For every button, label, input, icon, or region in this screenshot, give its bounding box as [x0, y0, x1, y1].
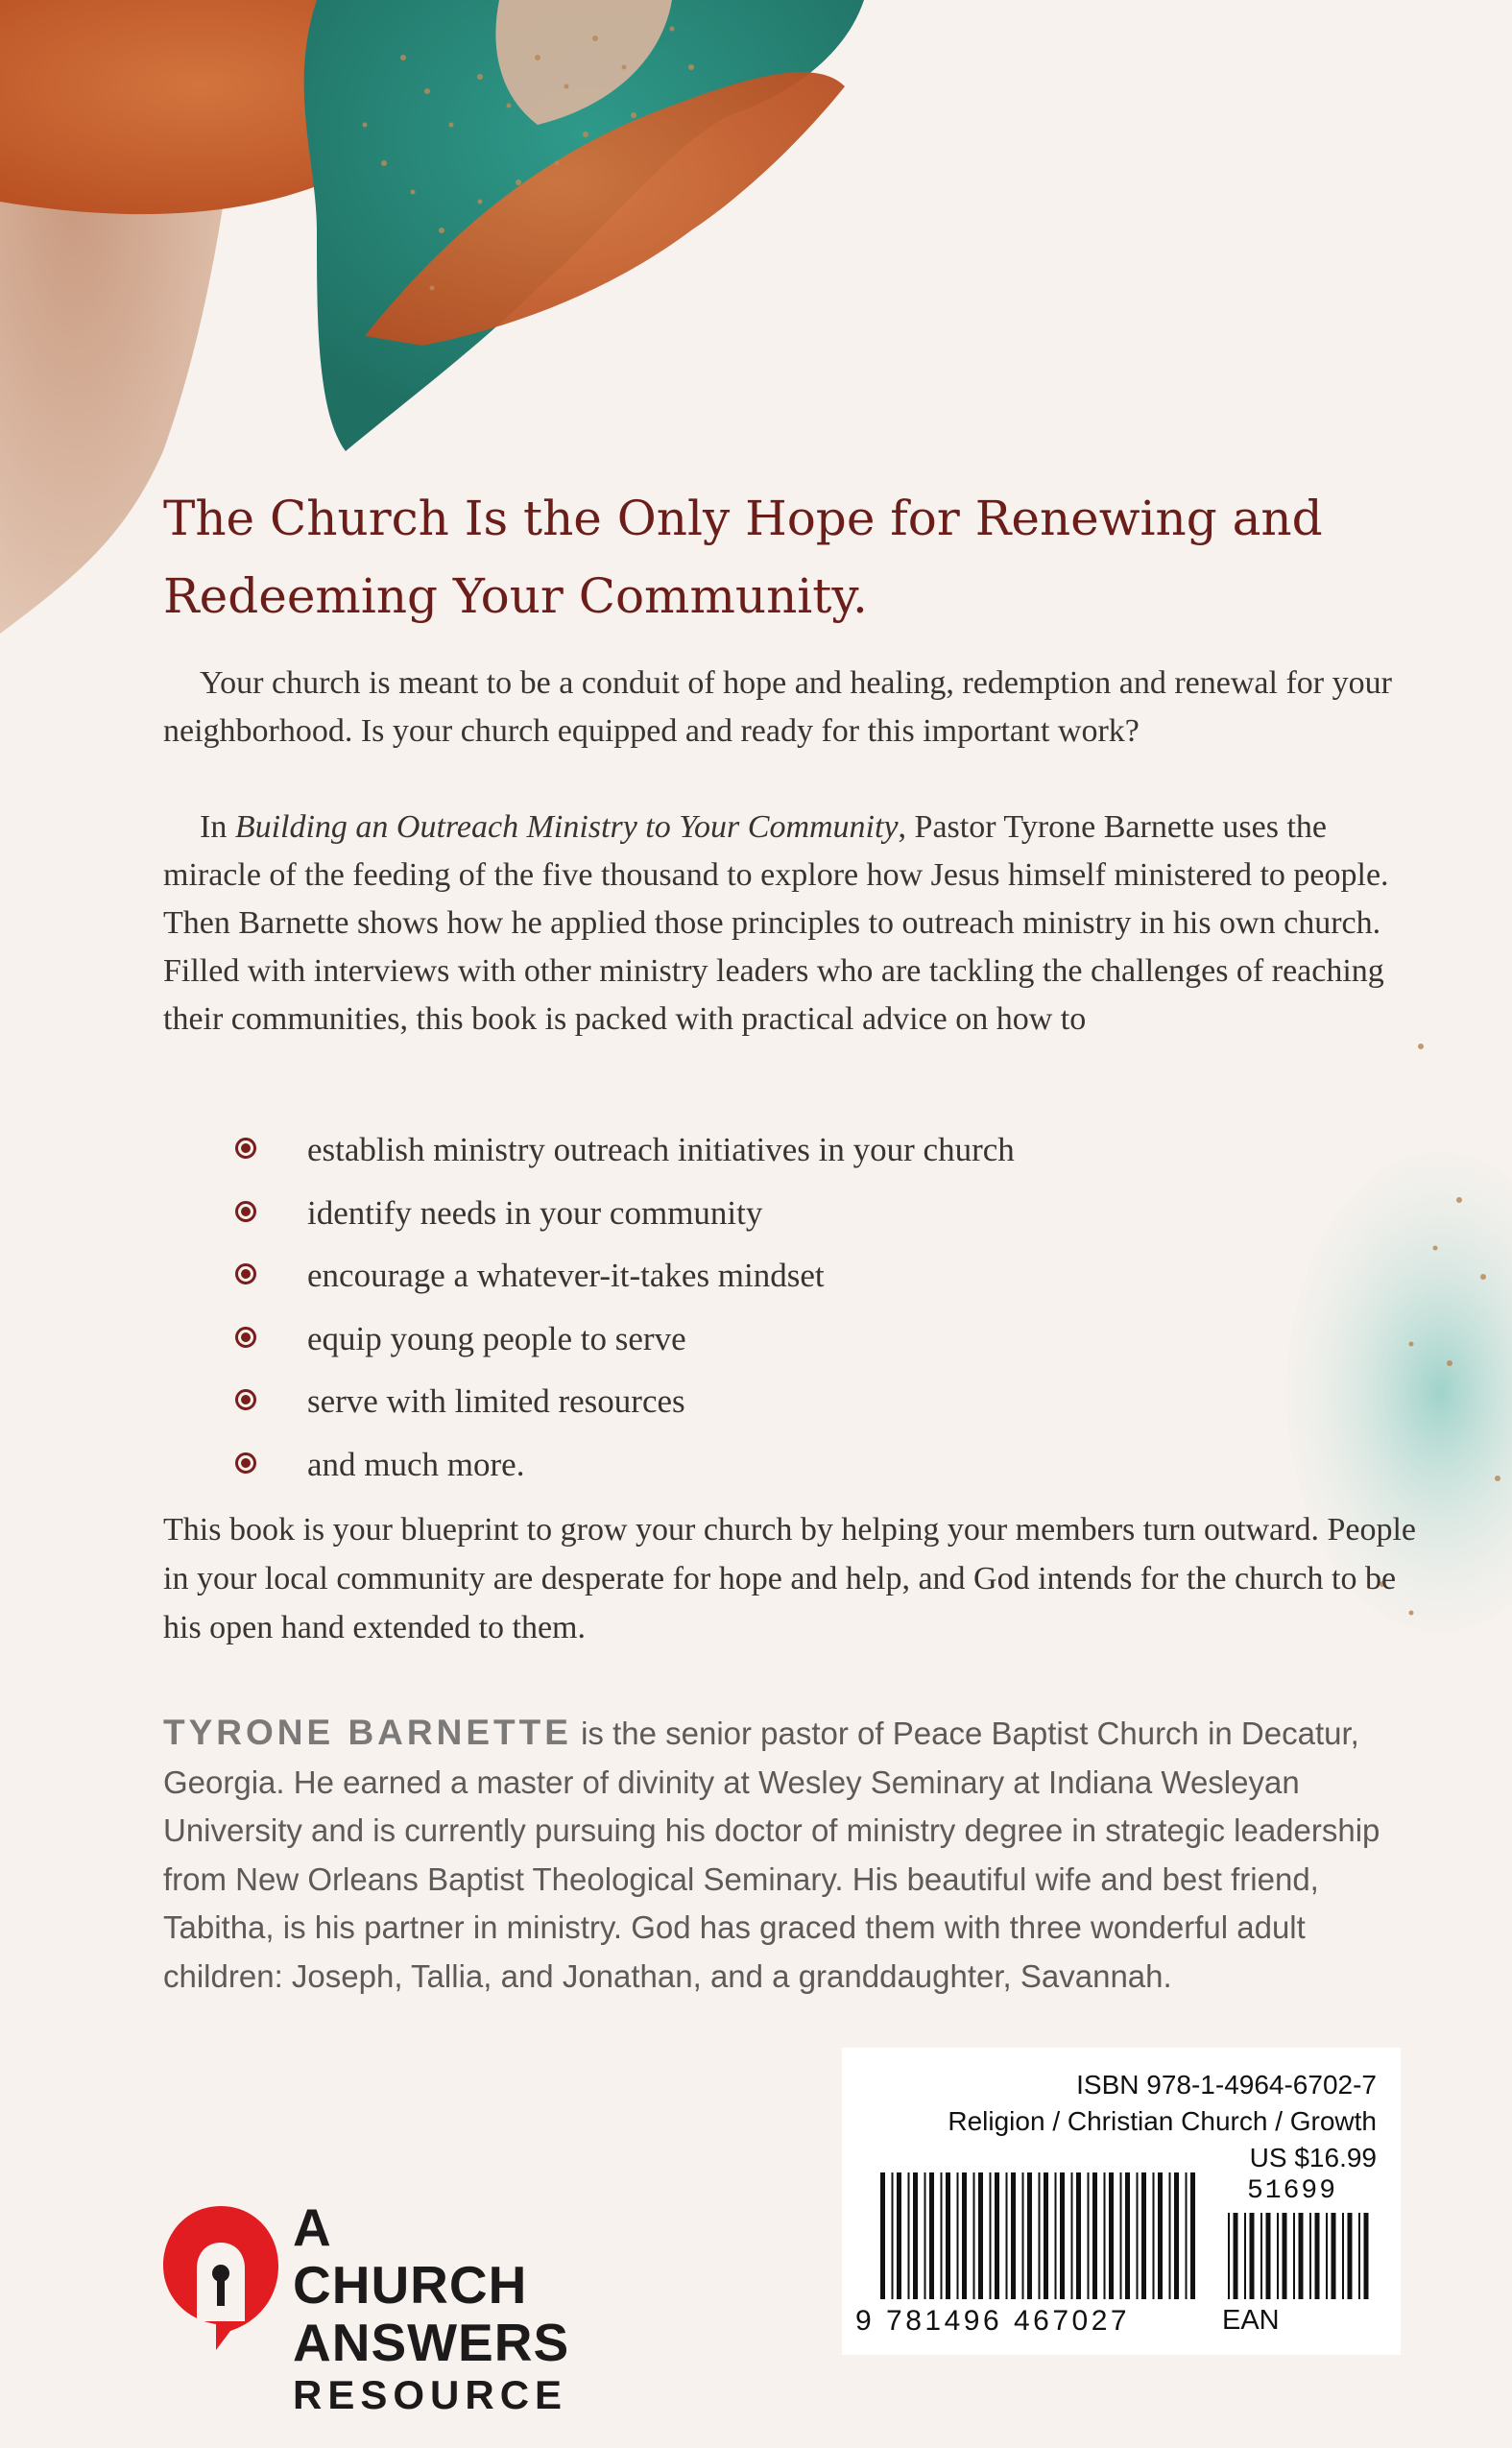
- barcode-bar: [1088, 2172, 1090, 2299]
- barcode-bar: [1022, 2172, 1024, 2299]
- intro-paragraph: Your church is meant to be a conduit of hope and healing, redemption and renewal for your neighborhood. Is your church equipped and ready for this important work?: [163, 665, 1392, 749]
- barcode-bar: [1260, 2213, 1262, 2299]
- barcode-bar: [1076, 2172, 1081, 2299]
- barcode-bar: [913, 2172, 918, 2299]
- barcode-bar: [1293, 2213, 1295, 2299]
- barcode-bar: [995, 2172, 999, 2299]
- barcode-bar: [892, 2172, 894, 2299]
- barcode-bar: [1277, 2213, 1279, 2299]
- list-item-label: equip young people to serve: [307, 1319, 686, 1357]
- barcode-bar: [1332, 2213, 1336, 2299]
- barcode-bar: [1158, 2172, 1163, 2299]
- list-item: [235, 1182, 1291, 1245]
- barcode-bar: [1141, 2172, 1146, 2299]
- list-item: [235, 1433, 1291, 1497]
- barcode-bar: [880, 2172, 885, 2299]
- bullet-icon: [235, 1201, 256, 1222]
- isbn: ISBN 978-1-4964-6702-7: [1076, 2070, 1377, 2100]
- headline-line-2: Redeeming Your Community.: [163, 568, 868, 624]
- barcode-bar: [1011, 2172, 1016, 2299]
- barcode-bar: [1044, 2172, 1048, 2299]
- list-item-label: and much more.: [307, 1445, 525, 1483]
- barcode-bar: [1348, 2213, 1353, 2299]
- barcode-bar: [1125, 2172, 1130, 2299]
- barcode-bar: [1060, 2172, 1065, 2299]
- list-item: [235, 1370, 1291, 1433]
- second-paragraph-prefix: In: [200, 809, 235, 845]
- barcode-box: [842, 2048, 1401, 2355]
- barcode-bar: [946, 2172, 950, 2299]
- publisher-logo-text: [293, 2198, 569, 2419]
- barcode-bar: [1228, 2213, 1230, 2299]
- barcode-bar: [1326, 2213, 1328, 2299]
- list-item-label: serve with limited resources: [307, 1382, 685, 1420]
- category: Religion / Christian Church / Growth: [948, 2106, 1377, 2136]
- logo-line-3: RESOURCE: [293, 2372, 568, 2417]
- barcode-bar: [1104, 2172, 1106, 2299]
- list-item: [235, 1118, 1291, 1182]
- barcode-bar: [924, 2172, 926, 2299]
- barcode-bar: [1283, 2213, 1287, 2299]
- barcode-bar: [1169, 2172, 1171, 2299]
- list-item-label: encourage a whatever-it-takes mindset: [307, 1257, 825, 1294]
- barcode-bar: [908, 2172, 910, 2299]
- barcode-bar: [1364, 2213, 1369, 2299]
- book-title: Building an Outreach Ministry to Your Community: [234, 809, 899, 845]
- barcode-bar: [1109, 2172, 1114, 2299]
- barcode-bar: [1309, 2213, 1311, 2299]
- author-name: TYRONE BARNETTE: [163, 1713, 572, 1752]
- barcode-bar: [1186, 2172, 1188, 2299]
- list-item-label: identify needs in your community: [307, 1193, 763, 1232]
- ean-label: EAN: [1222, 2305, 1280, 2336]
- barcode-bar: [978, 2172, 983, 2299]
- list-item-label: establish ministry outreach initiatives in your church: [307, 1131, 1015, 1168]
- logo-line-2: ANSWERS: [293, 2313, 570, 2372]
- barcode-bar: [1190, 2172, 1195, 2299]
- barcode-bar: [962, 2172, 967, 2299]
- church-answers-logo-icon: [163, 2206, 278, 2350]
- barcode-bar: [1137, 2172, 1139, 2299]
- barcode-bar: [1153, 2172, 1155, 2299]
- barcode-bar: [1027, 2172, 1032, 2299]
- barcode-bar: [1299, 2213, 1304, 2299]
- logo-line-1: A CHURCH: [293, 2197, 528, 2315]
- barcode-bar: [1315, 2213, 1320, 2299]
- barcode-bar: [1006, 2172, 1008, 2299]
- publisher-logo: [163, 2197, 570, 2417]
- barcode-bar: [1071, 2172, 1073, 2299]
- headline: [163, 480, 1411, 636]
- barcode-bar: [1234, 2213, 1238, 2299]
- barcode-bar: [973, 2172, 975, 2299]
- barcode-bar: [1092, 2172, 1097, 2299]
- price: US $16.99: [1249, 2143, 1377, 2172]
- bullet-icon: [235, 1389, 256, 1410]
- list-item: [235, 1308, 1291, 1371]
- barcode-bar: [1120, 2172, 1122, 2299]
- barcode-bar: [990, 2172, 992, 2299]
- bullet-list: [235, 1118, 1291, 1496]
- barcode-bar: [1342, 2213, 1344, 2299]
- barcode-bar: [1039, 2172, 1041, 2299]
- barcode-bar: [929, 2172, 934, 2299]
- author-bio-text: is the senior pastor of Peace Baptist Church in Decatur, Georgia. He earned a master of divinity at Wesley Seminary at Indiana Wesleyan University and is currently pursuing his doctor of ministry degree in strategic leadership from New Orleans Baptist Theological Seminary. His beautiful wife and best friend, Tabitha, is his partner in ministry. God has graced them with three wonderful adult children: Joseph, Tallia, and Jonathan, and a granddaughter, Savannah.: [163, 1716, 1380, 1994]
- price-code: 51699: [1247, 2176, 1338, 2206]
- barcode-digits: 9 781496 467027: [855, 2305, 1131, 2337]
- author-bio: [163, 1709, 1411, 2001]
- barcode-bar: [941, 2172, 943, 2299]
- barcode-bar: [1266, 2213, 1271, 2299]
- barcode-bar: [957, 2172, 959, 2299]
- barcode-bar: [1055, 2172, 1057, 2299]
- closing-paragraph: This book is your blueprint to grow your church by helping your members turn outward. People in your local community are desperate for hope and help, and God intends for the church to be his open hand extended to them.: [163, 1512, 1416, 1645]
- barcode-bar: [1244, 2213, 1246, 2299]
- barcode-bar: [1174, 2172, 1179, 2299]
- bullet-icon: [235, 1452, 256, 1474]
- barcode-bar: [897, 2172, 901, 2299]
- second-paragraph-rest: , Pastor Tyrone Barnette uses the miracle of the feeding of the five thousand to explore how Jesus himself ministered to people. Then Barnette shows how he applied those principles to outreach ministry in his own church. Filled with interviews with other ministry leaders who are tackling the challenges of reaching their communities, this book is packed with practical advice on how to: [163, 809, 1389, 1037]
- barcode-bar: [1250, 2213, 1255, 2299]
- bullet-icon: [235, 1263, 256, 1284]
- second-paragraph: [163, 804, 1421, 1044]
- bullet-icon: [235, 1138, 256, 1159]
- bullet-icon: [235, 1327, 256, 1348]
- list-item: [235, 1244, 1291, 1308]
- headline-line-1: The Church Is the Only Hope for Renewing and: [163, 491, 1323, 546]
- barcode-bar: [1358, 2213, 1360, 2299]
